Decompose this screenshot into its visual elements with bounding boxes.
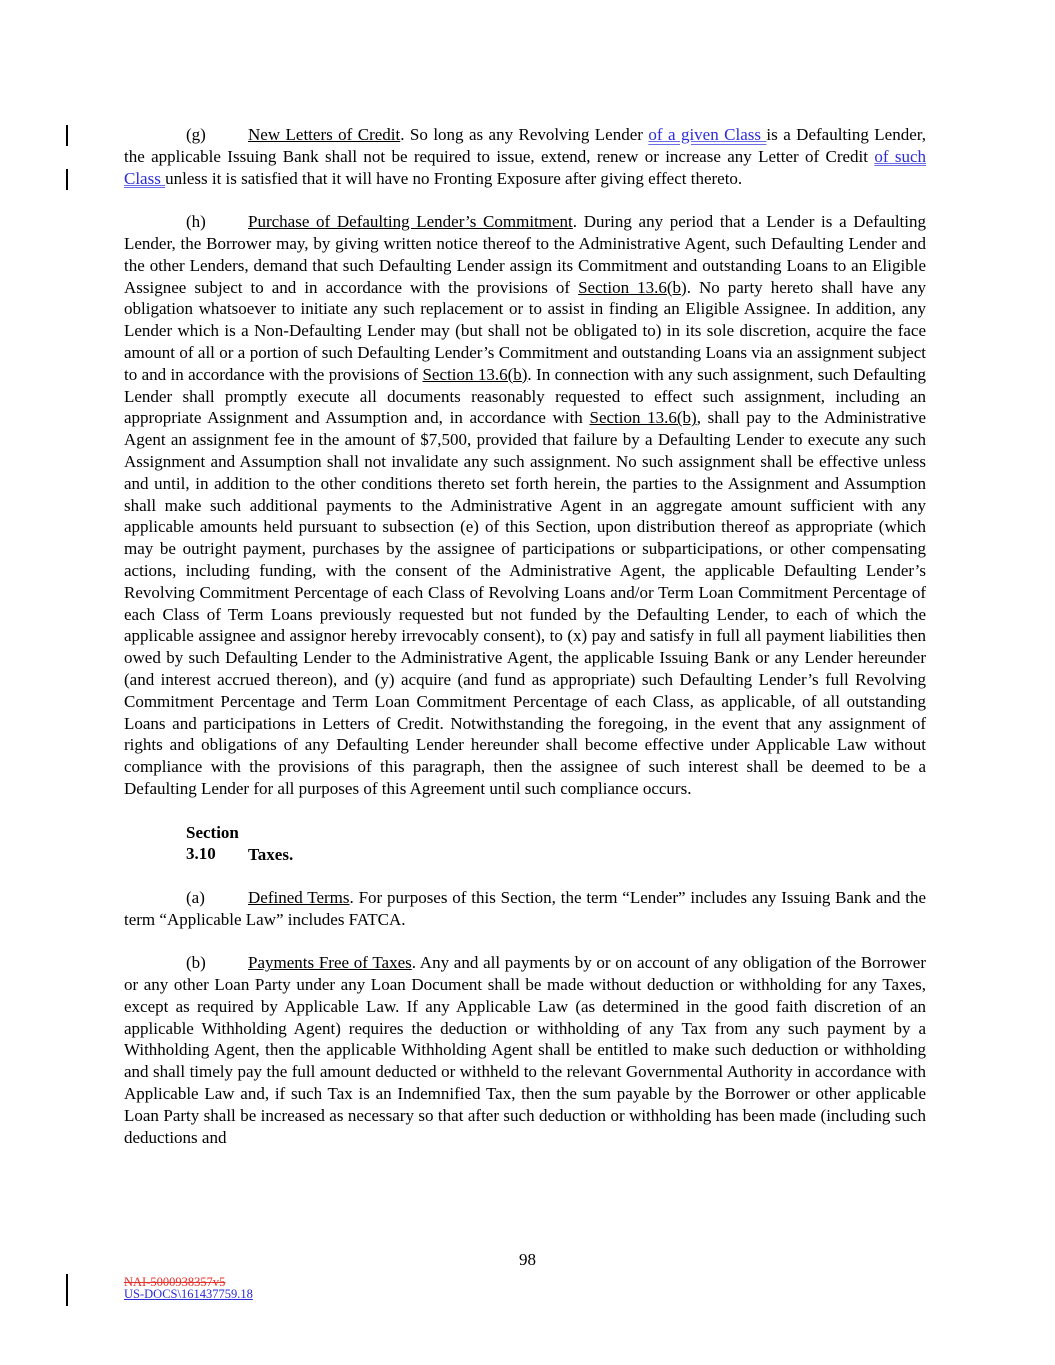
text-run: . No party hereto shall have any obligation whatsoever to initiate any such replacement or to assist in finding an Eligible Assignee. In addition, any Lender which is a Non-Defaulting Lender may (but shall not be obligated to) in its sole discretion, acquire the face amount of all or a portion of such Defaulting Lender’s Commitment and outstanding Loans via an assignment subject to and in accordance with the provisions of: [124, 277, 926, 384]
text-run: unless it is satisfied that it will have no Fronting Exposure after giving effect thereto.: [165, 168, 743, 188]
change-bar: [66, 125, 68, 146]
page-number: 98: [519, 1250, 536, 1269]
underlined-text: Section 13.6(b): [578, 277, 687, 297]
text-run: . During any period that a Lender is a Defaulting Lender, the Borrower may, by giving written notice thereof to the Administrative Agent, such Defaulting Lender and the other Lenders, demand that such Defaulting Lender assign its Commitment and outstanding Loans to an Eligible Assignee subject to and in accordance with the provisions of: [124, 212, 926, 297]
underlined-text: New Letters of Credit: [248, 125, 401, 144]
change-bar: [66, 169, 68, 190]
change-bar: [66, 1274, 68, 1306]
paragraph: [124, 952, 926, 1148]
paragraph-label: (g): [186, 125, 206, 144]
underlined-text: Section 13.6(b): [422, 364, 528, 384]
inserted-text: of such Class: [124, 146, 926, 188]
inserted-doc-id: US-DOCS\161437759.18: [124, 1287, 253, 1301]
inserted-text: of a given Class: [648, 125, 767, 144]
text-run: is a Defaulting Lender, the applicable Issuing Bank shall not be required to issue, extend, renew or increase any Letter of Credit: [124, 125, 927, 166]
text-run: . In connection with any such assignment, such Defaulting Lender shall promptly execute all documents reasonably requested to effect such assignment, including an appropriate Assignment and Assumption and, in accordance with: [124, 364, 926, 428]
text-run: . For purposes of this Section, the term “Lender” includes any Issuing Bank and the term “Applicable Law” includes FATCA.: [124, 887, 926, 929]
text-run: Taxes.: [248, 844, 294, 864]
underlined-text: Purchase of Defaulting Lender’s Commitment: [248, 212, 573, 232]
underlined-text: Payments Free of Taxes: [248, 953, 412, 973]
text-run: . Any and all payments by or on account of any obligation of the Borrower or any other Loan Party under any Loan Document shall be made without deduction or withholding for any Taxes, except as required by Applicable Law. If any Applicable Law (as determined in the good faith discretion of an applicable Withholding Agent) requires the deduction or withholding of any Tax from any such payment by a Withholding Agent, then the applicable Withholding Agent shall be entitled to make such deduction or withholding and shall timely pay the full amount deducted or withheld to the relevant Governmental Authority in accordance with Applicable Law and, if such Tax is an Indemnified Tax, then the sum payable by the Borrower or other applicable Loan Party shall be increased as necessary so that after such deduction or withholding has been made (including such deductions and: [124, 953, 926, 1147]
paragraph-label: Section 3.10: [186, 822, 239, 864]
paragraph-label: (b): [186, 953, 206, 973]
section-heading: [124, 822, 926, 866]
deleted-doc-id: NAI-5000938357v5: [124, 1275, 226, 1289]
paragraph: [124, 211, 926, 800]
paragraph: [124, 887, 926, 931]
underlined-text: Defined Terms: [248, 887, 350, 907]
underlined-text: Section 13.6(b): [589, 408, 697, 428]
text-run: , shall pay to the Administrative Agent an assignment fee in the amount of $7,500, provided that failure by a Defaulting Lender to execute any such Assignment and Assumption shall not invalidate any such assignment. No such assignment shall be effective unless and until, in addition to the other conditions thereto set forth herein, the parties to the Assignment and Assumption shall make such additional payments to the Administrative Agent in an aggregate amount sufficient with any applicable amounts held pursuant to subsection (e) of this Section, upon distribution thereof as appropriate (which may be outright payment, purchases by the assignee of participations or subparticipations, or other compensating actions, including funding, with the consent of the Administrative Agent, the applicable Defaulting Lender’s Revolving Commitment Percentage of each Class of Revolving Loans and/or Term Loan Commitment Percentage of each Class of Term Loans previously requested but not funded by the Defaulting Lender, to each of which the applicable assignee and assignor hereby irrevocably consent), to (x) pay and satisfy in full all payment liabilities then owed by such Defaulting Lender to the Administrative Agent, the applicable Issuing Bank or any Lender hereunder (and interest accrued thereon), and (y) acquire (and fund as appropriate) such Defaulting Lender’s full Revolving Commitment Percentage and Term Loan Commitment Percentage of each Class, as applicable, of all outstanding Loans and participations in Letters of Credit. Notwithstanding the foregoing, in the event that any assignment of rights and obligations of any Defaulting Lender hereunder shall become effective under Applicable Law without compliance with the provisions of this paragraph, then the assignee of such interest shall be deemed to be a Defaulting Lender for all purposes of this Agreement until such compliance occurs.: [124, 408, 926, 798]
paragraph-label: (h): [186, 212, 206, 232]
document-body: [124, 124, 926, 1170]
text-run: . So long as any Revolving Lender: [400, 125, 649, 144]
paragraph: [124, 124, 926, 189]
paragraph-label: (a): [186, 887, 205, 907]
footer-doc-id: [124, 1276, 253, 1300]
